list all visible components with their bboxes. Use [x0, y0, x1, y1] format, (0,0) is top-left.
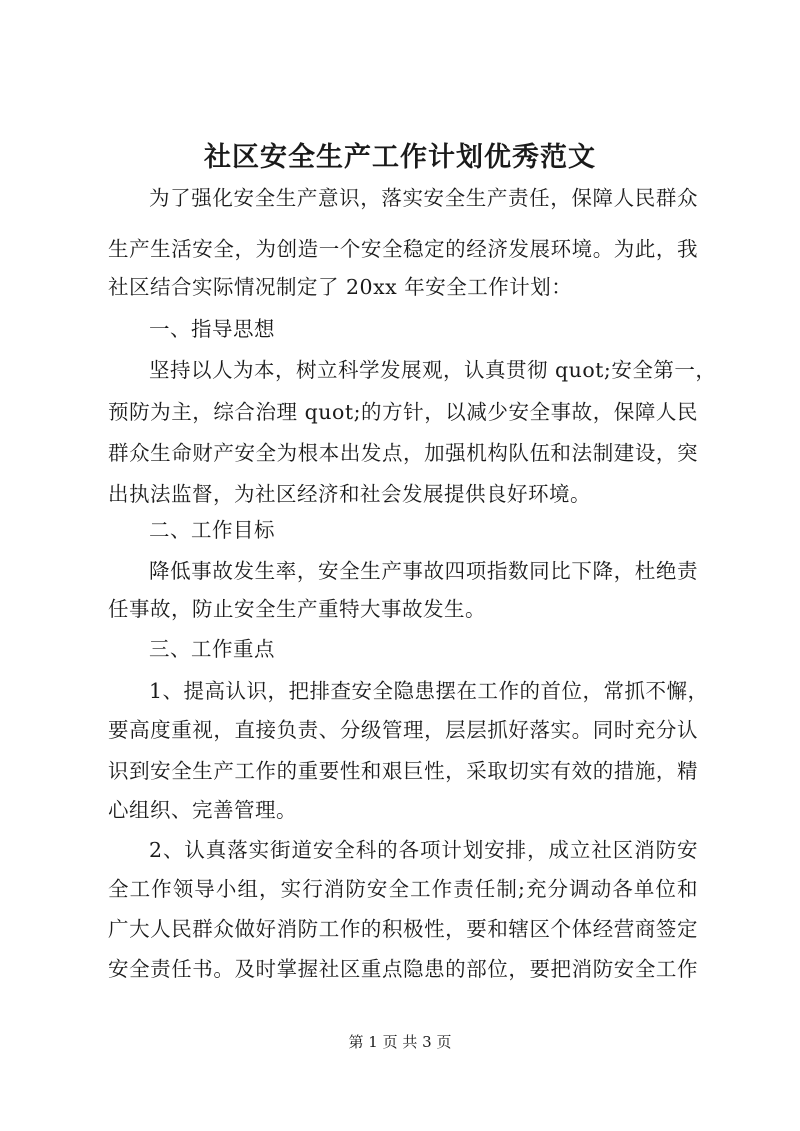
section-heading: 三、工作重点: [149, 637, 275, 661]
paragraph-line: 社区结合实际情况制定了 20xx 年安全工作计划：: [108, 275, 573, 299]
paragraph-line: 坚持以人为本，树立科学发展观，认真贯彻 quot;安全第一，: [149, 358, 717, 382]
section-heading: 一、指导思想: [149, 317, 275, 341]
paragraph-line: 为了强化安全生产意识，落实安全生产责任，保障人民群众: [149, 186, 698, 210]
page-number-footer: 第 1 页 共 3 页: [348, 1033, 452, 1051]
paragraph-line: 预防为主，综合治理 quot;的方针，以减少安全事故，保障人民: [108, 400, 698, 424]
paragraph-line: 2、认真落实街道安全科的各项计划安排，成立社区消防安: [149, 838, 698, 862]
paragraph-line: 心组织、完善管理。: [108, 798, 297, 822]
paragraph-line: 出执法监督，为社区经济和社会发展提供良好环境。: [108, 482, 591, 506]
paragraph-line: 任事故，防止安全生产重特大事故发生。: [108, 597, 486, 621]
paragraph-line: 要高度重视，直接负责、分级管理，层层抓好落实。同时充分认: [108, 718, 698, 742]
paragraph-line: 安全责任书。及时掌握社区重点隐患的部位，要把消防安全工作: [108, 957, 698, 981]
paragraph-line: 广大人民群众做好消防工作的积极性，要和辖区个体经营商签定: [108, 917, 698, 941]
paragraph-line: 全工作领导小组，实行消防安全工作责任制;充分调动各单位和: [108, 877, 698, 901]
paragraph-line: 群众生命财产安全为根本出发点，加强机构队伍和法制建设，突: [108, 441, 698, 465]
section-heading: 二、工作目标: [149, 518, 275, 542]
paragraph-line: 1、提高认识，把排查安全隐患摆在工作的首位，常抓不懈，: [149, 679, 709, 703]
page-title: 社区安全生产工作计划优秀范文: [204, 142, 596, 173]
paragraph-line: 生产生活安全，为创造一个安全稳定的经济发展环境。为此，我: [108, 237, 698, 261]
paragraph-line: 降低事故发生率，安全生产事故四项指数同比下降，杜绝责: [149, 559, 698, 583]
paragraph-line: 识到安全生产工作的重要性和艰巨性，采取切实有效的措施，精: [108, 759, 698, 783]
